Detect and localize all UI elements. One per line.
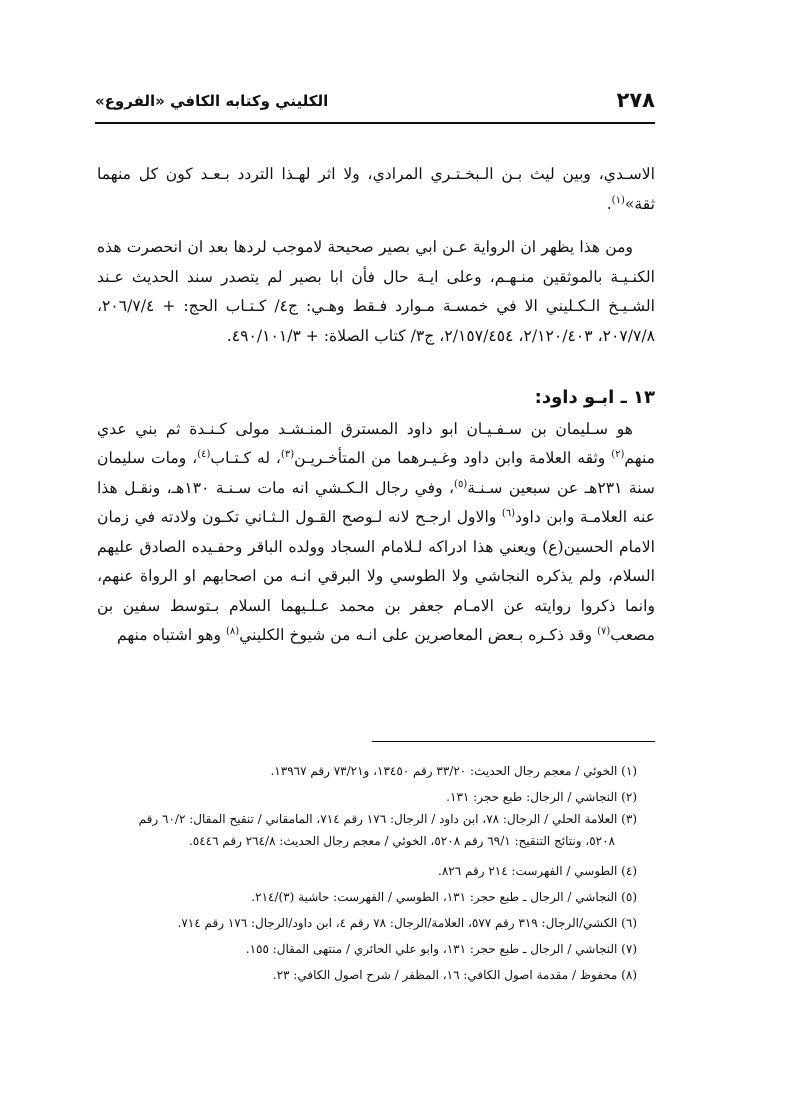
- footnote-separator: [372, 741, 655, 742]
- footnote-6: (٦) الكشي/الرجال: ٣١٩ رقم ٥٧٧، العلامة/الرجال: ٧٨ رقم ٤، ابن داود/الرجال: ١٧٦ رقم ٧١٤.: [177, 916, 637, 930]
- footnote-ref: (٤): [197, 448, 211, 460]
- footnote-ref: (٣): [280, 448, 295, 460]
- footnote-ref: (٨): [226, 625, 240, 637]
- footnote-1: (١) الخوئي / معجم رجال الحديث: ٣٣/٢٠ رقم ١٣٤٥٠، و٧٣/٢١ رقم ١٣٩٦٧.: [270, 764, 637, 778]
- footnote-4: (٤) الطوسي / الفهرست: ٢١٤ رقم ٨٢٦.: [438, 864, 637, 878]
- footnote-8: (٨) محفوظ / مقدمة اصول الكافي: ١٦، المظفر / شرح اصول الكافي: ٢٣.: [272, 968, 637, 982]
- footnote-5: (٥) النجاشي / الرجال ـ طبع حجر: ١٣١، الطوسي / الفهرست: حاشية (٣)/٢١٤.: [251, 890, 637, 904]
- running-title: الكليني وكتابه الكافي «الفروع»: [95, 92, 329, 110]
- footnote-3-continued: ٥٢٠٨، ونتائج التنقيح: ٦٩/١ رقم ٥٢٠٨، الخوئي / معجم رجال الحديث: ٢٦٤/٨ رقم ٥٤٤٦.: [188, 834, 615, 848]
- footnote-3: (٣) العلامة الحلي / الرجال: ٧٨، ابن داود / الرجال: ١٧٦ رقم ٧١٤، المامقاني / تنقيح المقال: ٦٠/٢ رقم: [138, 812, 637, 826]
- running-header: [95, 88, 655, 124]
- footnote-ref: (٥): [454, 478, 468, 490]
- footnote-ref: (٢): [611, 448, 625, 460]
- paragraph-abu-dawud: هو سـليمان بن سـفـيـان ابو داود المسترق المنـشـد مولى كـنـدة ثم بني عدي منهم$^{(٢)}$ وثقه العلامة وابن داود وغـيـرهما من المتأخـريـن$^{(٣)}$، له كـتـاب$^{(٤)}$، ومات سليمان سنة ٢٣١هـ عن سبعين سـنـة$^{(٥)}$، وفي رجال الـكـشي انه مات سـنـة ١٣٠هـ، ونقـل هذا عنه العلامـة وابن داود$^{(٦)}$ والاول ارجـح لانه لـوصح القـول الـثـاني تكـون ولادته في زمان الامام الحسين(ع) ويعني هذا ادراكه لـلامام السجاد وولده الباقر وحفـيده الصادق عليهم السلام، ولم يذكره النجاشي ولا الطوسي ولا البرقي انـه من اصحابهم او الرواة عنهم، وانما ذكروا روايته عن الامـام جعفر بن محمد عـلـيهما السلام بـتوسط سفين بن مصعب$^{(٧)}$ وقد ذكـره بـعض المعاصرين على انـه من شيوخ الكليني$^{(٨)}$ وهو اشتباه منهم: [97, 419, 656, 644]
- paragraph-abu-basir: ومن هذا يظهر ان الرواية عـن ابي بصير صحيحة لاموجب لردها بعد ان انحصرت هذه الكنـيـة بالموثقين منـهـم، وعلى ايـة حال فأن ابا بصير لم يتصدر سند الحديث عـند الشـيـخ الـكـليني الا في خمسـة مـوارد فـقط وهـي: ج٤/ كـتـاب الحج: + ٢٠٦/٧/٤، ٢٠٧/٧/٨، ٢/١٢٠/٤٠٣، ٢/١٥٧/٤٥٤، ج٣/ كتاب الصلاة: + ٤٩٠/١٠١/٣.: [97, 238, 655, 345]
- footnote-2: (٢) النجاشي / الرجال: طبع حجر: ١٣١.: [446, 790, 637, 804]
- footnote-ref: (١): [611, 194, 625, 206]
- footnotes: [97, 758, 655, 988]
- page-number: ٢٧٨: [616, 88, 655, 112]
- footnote-7: (٧) النجاشي / الرجال ـ طبع حجر: ١٣١، وابو علي الحائري / منتهى المقال: ١٥٥.: [245, 942, 637, 956]
- footnote-ref: (٧): [597, 625, 611, 637]
- main-text: [97, 160, 655, 651]
- section-heading: ١٣ ـ ابـو داود:: [534, 387, 655, 408]
- footnote-ref: (٦): [501, 507, 516, 519]
- paragraph-continuation: الاسـدي، وبين ليث بـن الـبخـتـري المرادي، ولا اثر لهـذا التردد بـعـد كون كل منهما ثقة»$^{(١)}$.: [97, 165, 655, 213]
